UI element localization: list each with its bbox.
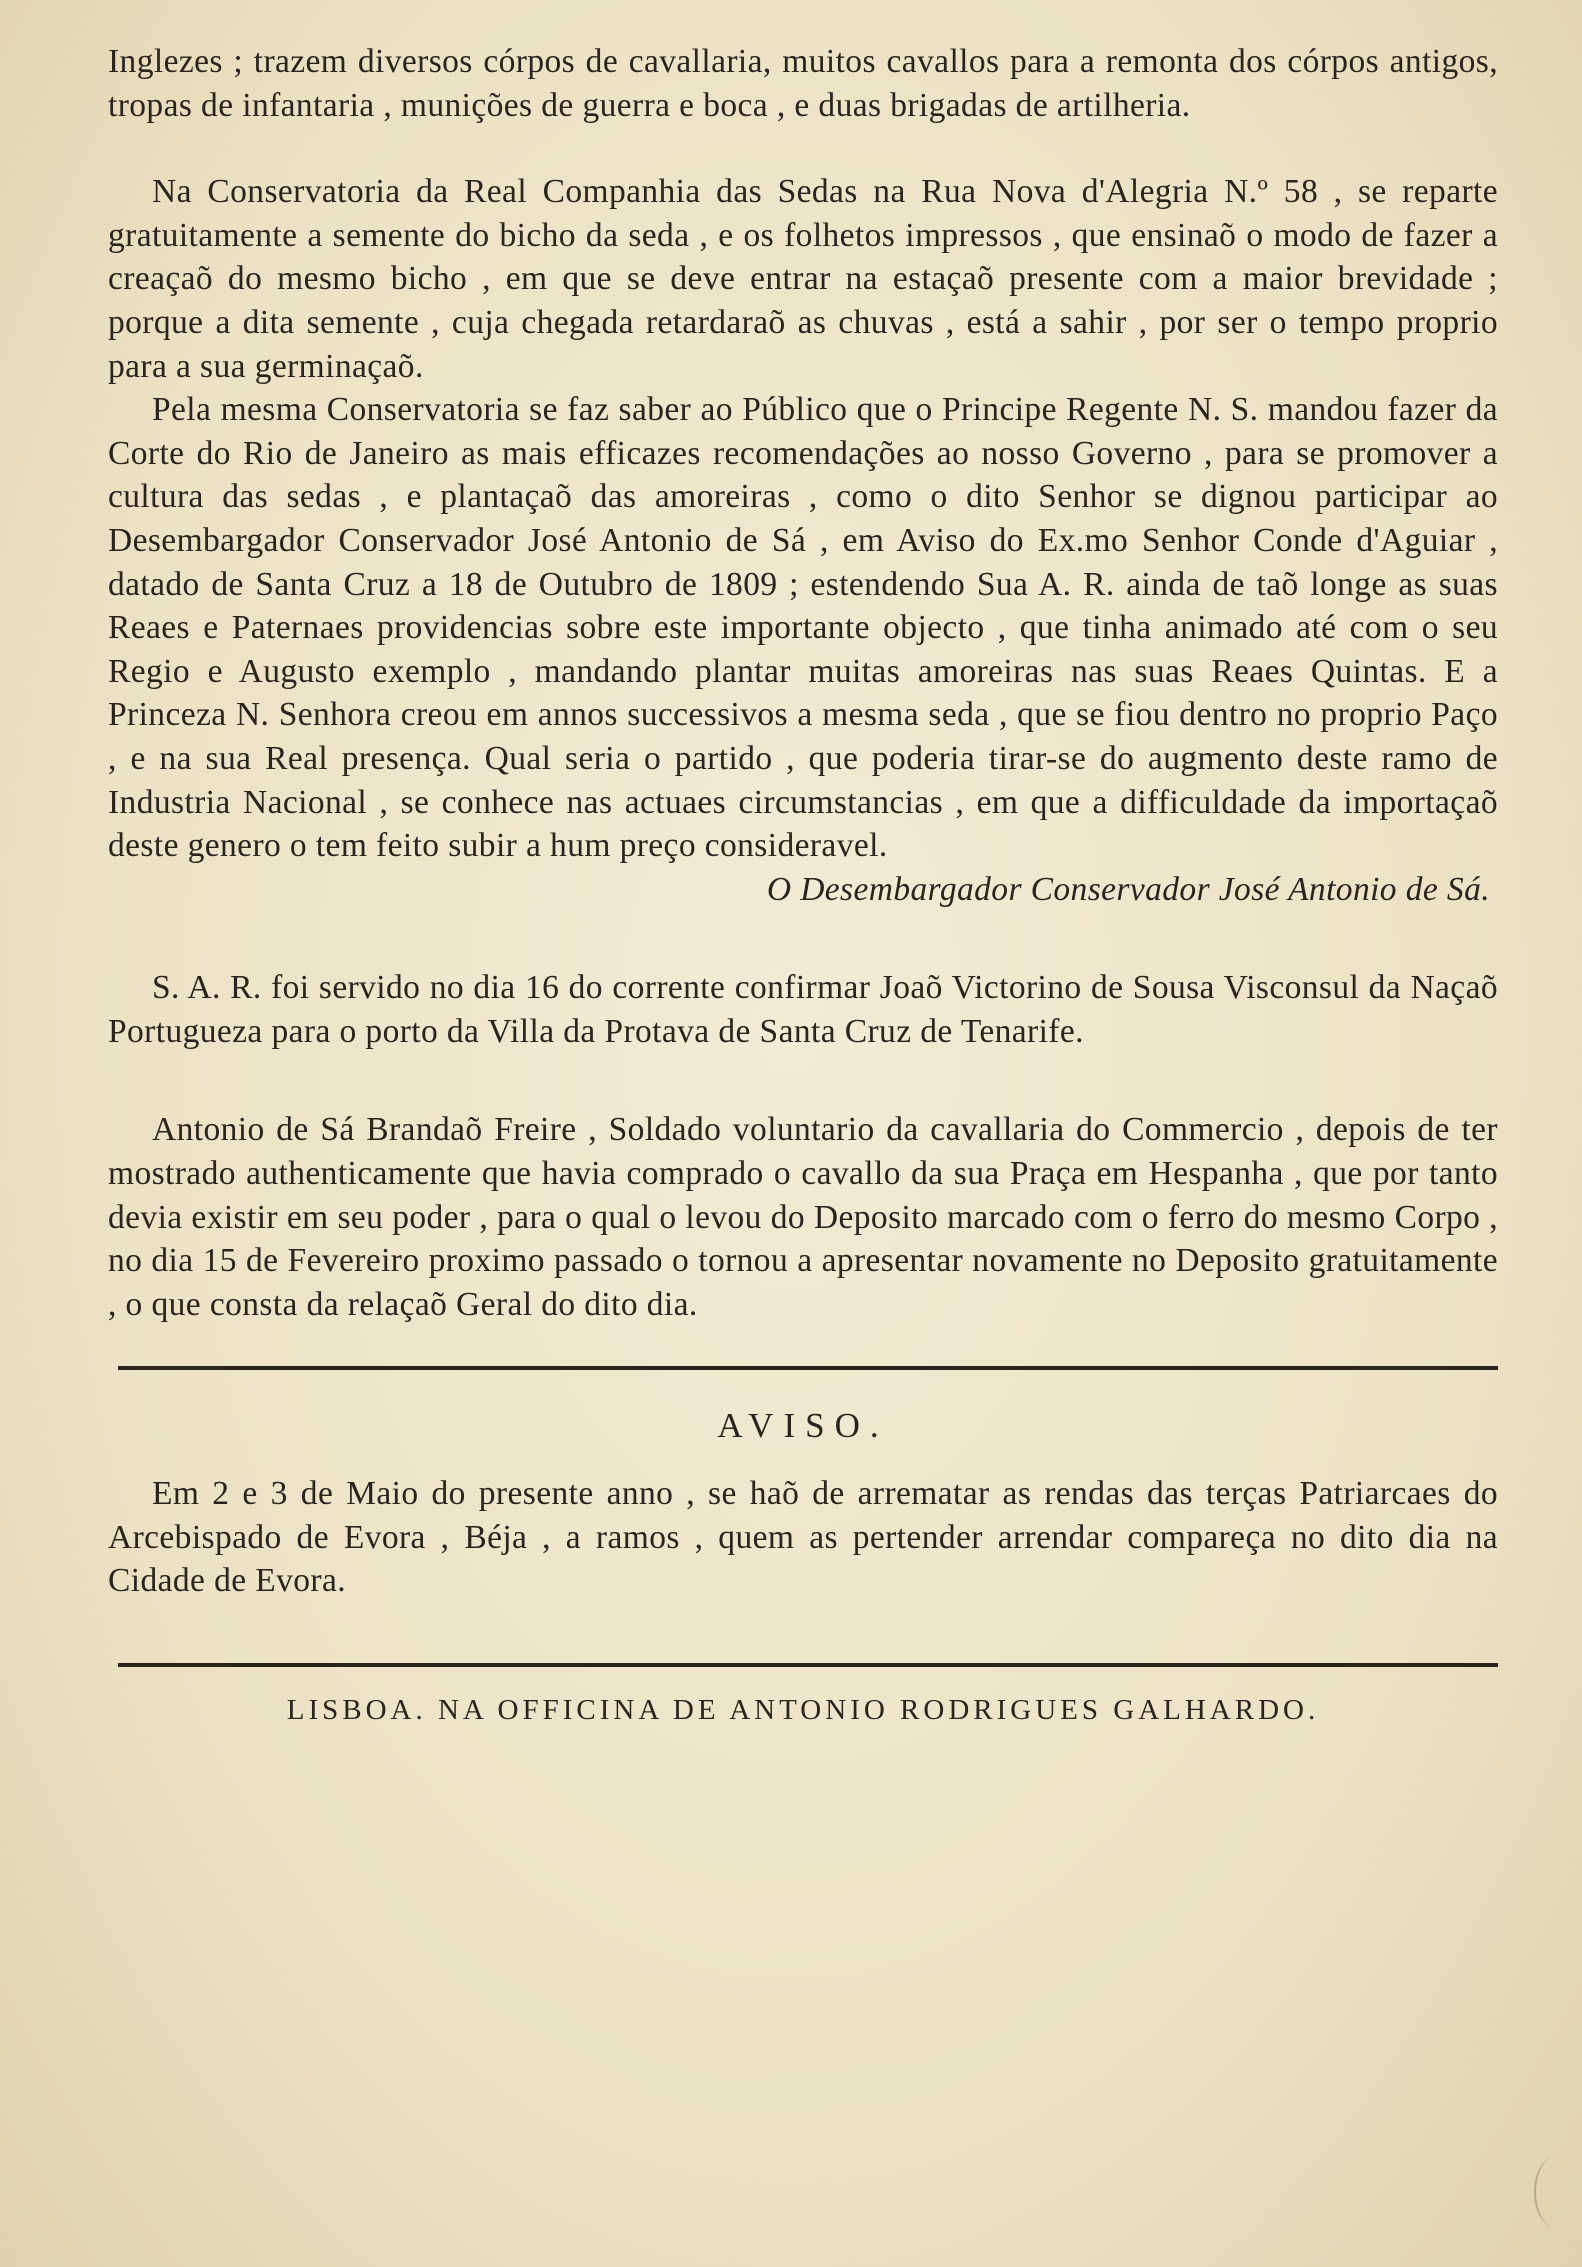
paragraph-silk-seed: Na Conservatoria da Real Companhia das Sedas na Rua Nova d'Alegria N.º 58 , se reparte gratuitamente a semente do bicho da seda , e os folhetos impressos , que ensinaõ o modo de fazer a creaçaõ do mesmo bicho , em que se deve entrar na estaçaõ presente com a maior brevidade ; porque a dita semente , cuja chegada retardaraõ as chuvas , está a sahir , por ser o tempo proprio para a sua germinaçaõ. [108, 173, 1498, 385]
printer-imprint: LISBOA. NA OFFICINA DE ANTONIO RODRIGUES GALHARDO. [286, 1693, 1320, 1726]
signature-line: O Desembargador Conservador José Antonio de Sá. [766, 870, 1490, 908]
page-content [108, 40, 1498, 1732]
divider-bottom [118, 1663, 1498, 1667]
paragraph-soldier: Antonio de Sá Brandaõ Freire , Soldado voluntario da cavallaria do Commercio , depois de ter mostrado authenticamente que havia comprado o cavallo da sua Praça em Hespanha , que por tanto devia existir em seu poder , para o qual o levou do Deposito marcado com o ferro do mesmo Corpo , no dia 15 de Fevereiro proximo passado o tornou a apresentar novamente no Deposito gratuitamente , o que consta da relaçaõ Geral do dito dia. [108, 1111, 1498, 1323]
paper-stain [1534, 2157, 1576, 2227]
paragraph-troops: Inglezes ; trazem diversos córpos de cavallaria, muitos cavallos para a remonta dos córpos antigos, tropas de infantaria , munições de guerra e boca , e duas brigadas de artilheria. [108, 43, 1498, 124]
aviso-text: Em 2 e 3 de Maio do presente anno , se haõ de arrematar as rendas das terças Patriarcaes do Arcebispado de Evora , Béja , a ramos , quem as pertender arrendar compareça no dito dia na Cidade de Evora. [108, 1475, 1498, 1600]
divider-top [118, 1366, 1498, 1370]
paragraph-visconsul: S. A. R. foi servido no dia 16 do corrente confirmar Joaõ Victorino de Sousa Visconsul da Naçaõ Portugueza para o porto da Villa da Protava de Santa Cruz de Tenarife. [108, 969, 1498, 1050]
aviso-heading: AVISO. [717, 1406, 889, 1446]
paragraph-silk-culture: Pela mesma Conservatoria se faz saber ao Público que o Principe Regente N. S. mandou fazer da Corte do Rio de Janeiro as mais efficazes recomendações ao nosso Governo , para se promover a cultura das sedas , e plantaçaõ das amoreiras , como o dito Senhor se dignou participar ao Desembargador Conservador José Antonio de Sá , em Aviso do Ex.mo Senhor Conde d'Aguiar , datado de Santa Cruz a 18 de Outubro de 1809 ; estendendo Sua A. R. ainda de taõ longe as suas Reaes e Paternaes providencias sobre este importante objecto , que tinha animado até com o seu Regio e Augusto exemplo , mandando plantar muitas amoreiras nas suas Reaes Quintas. E a Princeza N. Senhora creou em annos successivos a mesma seda , que se fiou dentro no proprio Paço , e na sua Real presença. Qual seria o partido , que poderia tirar-se do augmento deste ramo de Industria Nacional , se conhece nas actuaes circumstancias , em que a difficuldade da importaçaõ deste genero o tem feito subir a hum preço consideravel. [108, 391, 1498, 865]
